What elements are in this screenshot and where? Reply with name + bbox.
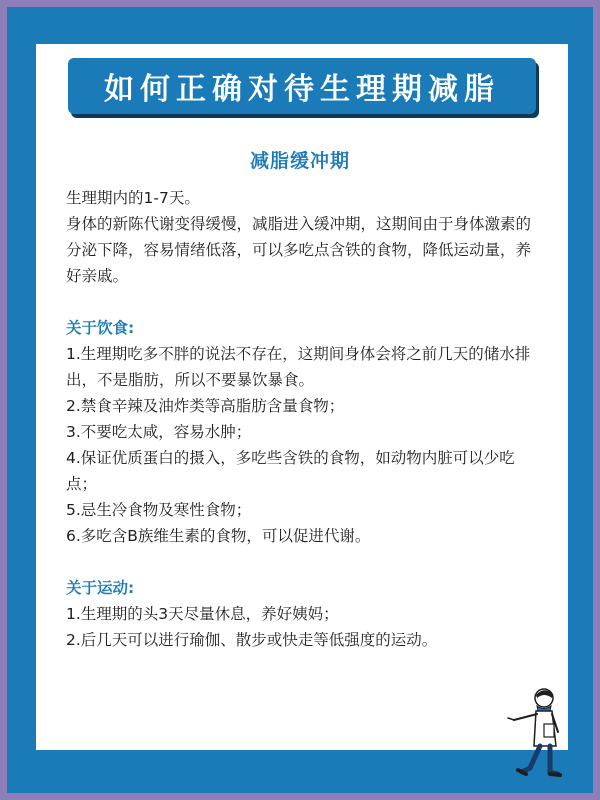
intro-period: 生理期内的1-7天。 xyxy=(66,189,200,207)
exercise-item: 2.后几天可以进行瑜伽、散步或快走等低强度的运动。 xyxy=(66,631,438,649)
diet-item: 3.不要吃太咸，容易水肿； xyxy=(66,423,252,441)
section-subtitle: 减脂缓冲期 xyxy=(249,150,350,172)
diet-item: 6.多吃含B族维生素的食物，可以促进代谢。 xyxy=(66,527,371,545)
page-title: 如何正确对待生理期减脂 xyxy=(104,72,500,107)
diet-item: 5.忌生冷食物及寒性食物； xyxy=(66,501,252,519)
exercise-item: 1.生理期的头3天尽量休息，养好姨妈； xyxy=(66,605,339,623)
spacer xyxy=(66,289,544,315)
intro-description: 身体的新陈代谢变得缓慢，减脂进入缓冲期，这期间由于身体激素的分泌下降，容易情绪低落，可以多吃点含铁的食物，降低运动量，养好亲戚。 xyxy=(66,215,532,285)
diet-item: 1.生理期吃多不胖的说法不存在，这期间身体会将之前几天的储水排出，不是脂肪，所以不要暴饮暴食。 xyxy=(66,345,531,389)
diet-item: 4.保证优质蛋白的摄入，多吃些含铁的食物，如动物内脏可以少吃点； xyxy=(66,449,515,493)
title-banner xyxy=(68,58,536,114)
exercise-heading: 关于运动: xyxy=(66,579,135,597)
diet-heading: 关于饮食: xyxy=(66,319,135,337)
article-body xyxy=(66,185,544,653)
spacer xyxy=(66,549,544,575)
person-walking-icon xyxy=(500,684,570,784)
diet-item: 2.禁食辛辣及油炸类等高脂肪含量食物； xyxy=(66,397,345,415)
